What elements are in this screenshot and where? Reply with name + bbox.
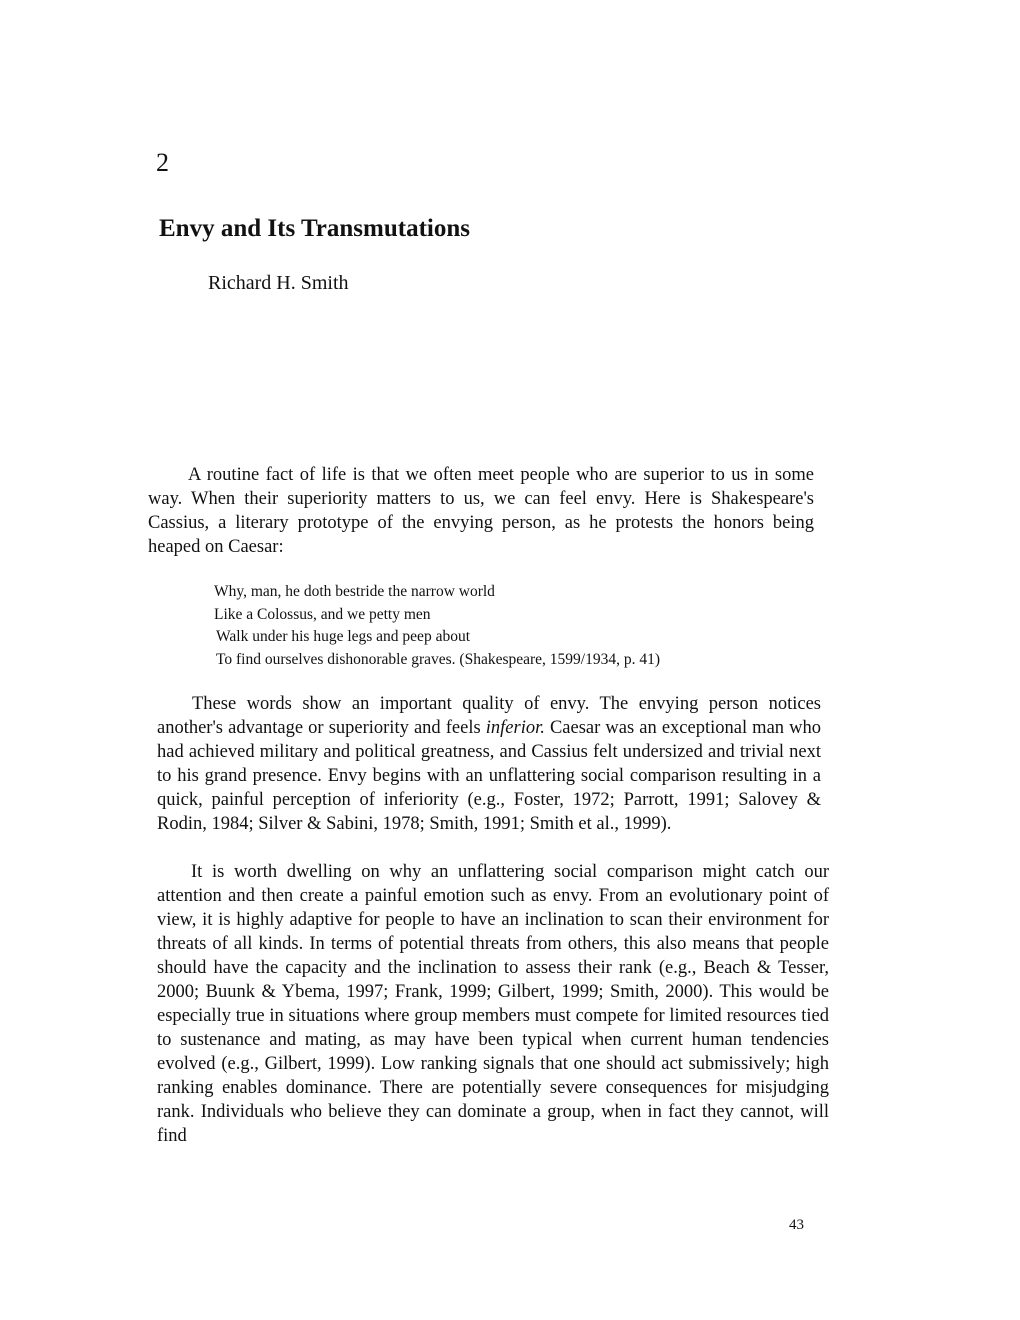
quote-line: Walk under his huge legs and peep about [216, 628, 471, 645]
chapter-title: Envy and Its Transmutations [159, 215, 470, 242]
body-paragraph-1: A routine fact of life is that we often meet people who are superior to us in some way. When their superiority matters to us, we can feel envy. Here is Shakespeare's Cassius, a literary prototype of the envying person, as he protests the honors being heaped on Caesar: [148, 465, 814, 557]
block-quote [214, 581, 660, 671]
emphasized-word: inferior. [485, 718, 545, 738]
paragraph-text: These words show an important quality of envy. The envying person notices another's advantage or superiority and feels [157, 694, 821, 738]
quote-line: To find ourselves dishonorable graves. (Shakespeare, 1599/1934, p. 41) [216, 650, 661, 668]
chapter-number: 2 [156, 148, 169, 177]
quote-line: Why, man, he doth bestride the narrow world [214, 583, 495, 600]
body-paragraph-3: It is worth dwelling on why an unflattering social comparison might catch our attention and then create a painful emotion such as envy. From an evolutionary point of view, it is highly adaptive for people to have an inclination to scan their environment for threats of all kinds. In terms of potential threats from others, this also means that people should have the capacity and the inclination to assess their rank (e.g., Beach & Tesser, 2000; Buunk & Ybema, 1997; Frank, 1999; Gilbert, 1999; Smith, 2000). This would be especially true in situations where group members must compete for limited resources tied to sustenance and mating, as may have been typical when current human tendencies evolved (e.g., Gilbert, 1999). Low ranking signals that one should act submissively; high ranking enables dominance. There are potentially severe consequences for misjudging rank. Individuals who believe they can dominate a group, when in fact they cannot, will find [157, 862, 829, 1146]
page-number: 43 [789, 1217, 804, 1233]
body-paragraph-2 [157, 692, 821, 836]
quote-line: Like a Colossus, and we petty men [214, 605, 431, 623]
paragraph-text: Caesar was an exceptional man who had achieved military and political greatness, and Cassius felt undersized and trivial next to his grand presence. Envy begins with an unflattering social comparison resulting in a quick, painful perception of inferiority (e.g., Foster, 1972; Parrott, 1991; Salovey & Rodin, 1984; Silver & Sabini, 1978; Smith, 1991; Smith et al., 1999). [157, 718, 821, 834]
author-name: Richard H. Smith [208, 272, 349, 294]
